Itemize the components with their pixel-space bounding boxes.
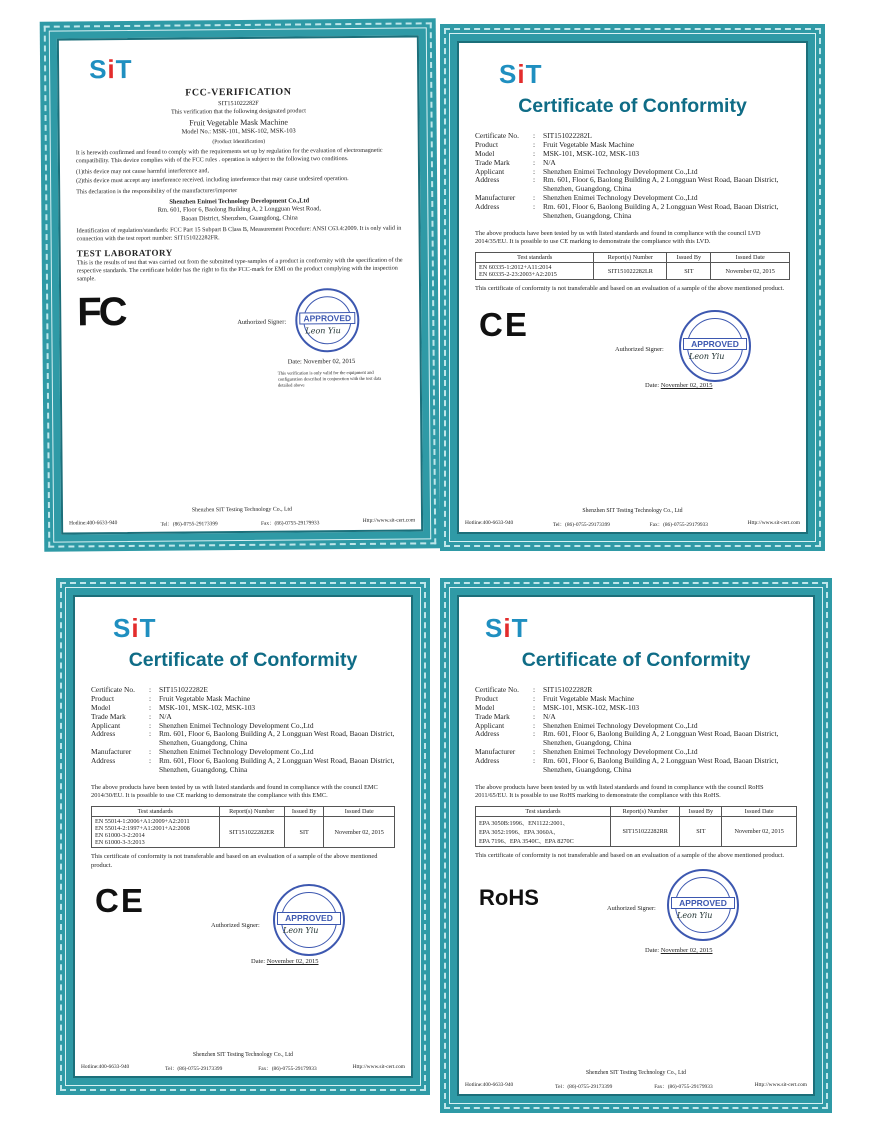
fcc-mark: FC [77, 290, 125, 335]
ce-mark: CE [95, 882, 145, 920]
field-value: Shenzhen Enimei Technology Development Co.,Ltd [543, 193, 698, 203]
report-number: SIT151022282ER [219, 817, 284, 848]
footer-web: Http://www.sit-cert.com [747, 520, 800, 526]
fcc-subtitle: This verification that the following designated product [170, 107, 307, 116]
issued-by: SIT [680, 817, 722, 847]
field-label: Model [475, 148, 495, 158]
standards-cell [92, 817, 220, 848]
field-value: Shenzhen Enimei Technology Development Co.,Ltd [543, 166, 698, 176]
fcc-date: Date: November 02, 2015 [287, 358, 356, 366]
field-product: Product : Fruit Vegetable Mask Machine [91, 695, 395, 704]
approved-stamp [667, 869, 739, 941]
field-label: Manufacturer [475, 193, 516, 203]
certificate-title: Certificate of Conformity [128, 649, 358, 671]
field-label: Manufacturer [91, 747, 132, 757]
sit-logo: SiT [88, 53, 133, 85]
table-header: Test standards [476, 253, 594, 263]
signature-area [91, 870, 395, 970]
field-applicant: Applicant : Shenzhen Enimei Technology Development Co.,Ltd [475, 168, 790, 177]
standard-item: EN 55014-1:2006+A1:2009+A2:2011 [95, 818, 190, 826]
standard-item: EPA 3052:1996、EPA 3060A、 [479, 829, 560, 837]
field-trade-mark: Trade Mark : N/A [91, 713, 395, 722]
sit-logo: SiT [485, 613, 529, 643]
approved-stamp [679, 310, 751, 382]
date-label: Date: [251, 958, 266, 966]
table-header: Report(s) Number [610, 807, 679, 817]
footer-company: Shenzhen SIT Testing Technology Co., Ltd [582, 508, 683, 514]
field-model: Model : MSK-101, MSK-102, MSK-103 [475, 704, 797, 713]
field-value: MSK-101, MSK-102, MSK-103 [543, 148, 640, 158]
table-row [476, 263, 790, 280]
table-header: Report(s) Number [219, 807, 284, 817]
standard-item: EN 61000-3-2:2014 [95, 832, 145, 840]
certificate-footer [75, 1052, 411, 1072]
stamp-approved-text: APPROVED [671, 897, 735, 909]
field-label: Product [475, 139, 498, 149]
field-label: Address [91, 729, 116, 739]
lvd-certificate [440, 24, 825, 551]
table-header: Report(s) Number [594, 253, 667, 263]
field-value: Fruit Vegetable Mask Machine [159, 693, 251, 703]
footer-fax: Fax：(86)-0755-29179933 [649, 522, 708, 528]
sit-logo: SiT [499, 59, 543, 89]
field-label: Trade Mark [475, 711, 510, 721]
field-value: Rm. 601, Floor 6, Baolong Building A, 2 Longguan West Road, Baoan District, Shenzhen, Guangdong, China [543, 756, 779, 774]
field-value: Rm. 601, Floor 6, Baolong Building A, 2 Longguan West Road, Baoan District, Shenzhen, Guangdong, China [159, 756, 395, 774]
field-value: N/A [543, 711, 556, 721]
field-label: Address [475, 202, 500, 211]
issued-by: SIT [667, 263, 711, 280]
standard-item: EN 60335-1:2012+A11:2014 [479, 264, 552, 272]
fcc-condition-2: (2)this device must accept any interference received. including interference that may cause undesired operation. [76, 175, 349, 185]
table-row [92, 817, 395, 848]
field-value: Rm. 601, Floor 6, Baolong Building A, 2 Longguan West Road, Baoan District, Shenzhen, Guangdong, China [543, 175, 779, 194]
field-manufacturer: Manufacturer : Shenzhen Enimei Technology Development Co.,Ltd [475, 194, 790, 203]
footer-tel: Tel：(86)-0755-29173399 [552, 522, 610, 528]
fcc-signer-label: Authorized Signer: [237, 318, 287, 327]
certificate-footer [459, 508, 806, 528]
date-line [251, 958, 319, 965]
footer-web: Http://www.sit-cert.com [362, 517, 416, 524]
standards-table [475, 806, 797, 847]
field-label: Applicant [91, 720, 121, 730]
table-row [476, 817, 797, 847]
approved-stamp [273, 884, 345, 956]
certificate-footer [459, 1070, 813, 1090]
standard-item: EN 55014-2:1997+A1:2001+A2:2008 [95, 825, 190, 833]
field-label: Trade Mark [475, 157, 510, 167]
table-header: Test standards [92, 807, 220, 817]
standard-item: EN 61000-3-3:2013 [95, 839, 145, 847]
fcc-para-compliance: It is herewith confirmed and found to comply with the requirements set up by regulation for the evaluation of electromagnetic compatibility. This device complies with of the FCC rules . operation is subject to the following two conditions. [75, 147, 383, 165]
field-applicant: Applicant : Shenzhen Enimei Technology Development Co.,Ltd [91, 722, 395, 731]
field-model: Model : MSK-101, MSK-102, MSK-103 [91, 704, 395, 713]
field-value: SIT151022282E [159, 685, 208, 694]
field-value: N/A [159, 711, 172, 721]
field-manufacturer-address: Address : Rm. 601, Floor 6, Baolong Building A, 2 Longguan West Road, Baoan District, Shenzhen, Guangdong, China [475, 757, 797, 775]
issued-date: November 02, 2015 [711, 263, 790, 280]
field-label: Address [475, 175, 500, 185]
field-applicant-address: Address : Rm. 601, Floor 6, Baolong Building A, 2 Longguan West Road, Baoan District, Shenzhen, Guangdong, China [475, 176, 790, 194]
field-value: MSK-101, MSK-102, MSK-103 [543, 702, 640, 712]
field-manufacturer-address: Address : Rm. 601, Floor 6, Baolong Building A, 2 Longguan West Road, Baoan District, Shenzhen, Guangdong, China [91, 756, 395, 774]
rohs-certificate [440, 578, 832, 1113]
footer-web: Http://www.sit-cert.com [352, 1064, 405, 1070]
standards-cell [476, 263, 594, 280]
field-value: Rm. 601, Floor 6, Baolong Building A, 2 Longguan West Road, Baoan District, Shenzhen, Guangdong, China [159, 729, 395, 748]
footer-contacts [459, 520, 806, 528]
field-value: Shenzhen Enimei Technology Development Co.,Ltd [543, 747, 698, 757]
fcc-lab-block [77, 256, 403, 284]
field-certificate-no: Certificate No. : SIT151022282E [91, 686, 395, 695]
standards-table [475, 252, 790, 280]
fcc-standards: Identification of regulation/standards: FCC Part 15 Subpart B Class B, Measurement Procedure: ANSI C63.4:2009. It is only valid in connection with the test report number: SIT151022282FR. [76, 225, 402, 243]
footer-company: Shenzhen SIT Testing Technology Co., Ltd [585, 1070, 687, 1076]
stamp-approved-text: APPROVED [683, 338, 747, 350]
fcc-lab-title: TEST LABORATORY [76, 247, 173, 258]
footer-hotline: Hotline:400-6633-940 [69, 520, 118, 527]
footer-hotline: Hotline:400-6633-940 [465, 1082, 514, 1088]
report-number: SIT151022282LR [594, 263, 667, 280]
field-applicant: Applicant : Shenzhen Enimei Technology Development Co.,Ltd [475, 722, 797, 731]
date-label: Date: [645, 946, 660, 954]
field-product: Product : Fruit Vegetable Mask Machine [475, 695, 797, 704]
fcc-company-block [76, 197, 402, 225]
table-header: Issued Date [711, 253, 790, 263]
field-label: Product [475, 693, 498, 703]
field-certificate-no: Certificate No. : SIT151022282L [475, 132, 790, 141]
field-manufacturer: Manufacturer : Shenzhen Enimei Technology Development Co.,Ltd [475, 748, 797, 757]
footer-hotline: Hotline:400-6633-940 [81, 1064, 130, 1070]
table-header: Issued By [284, 807, 324, 817]
ce-mark: CE [479, 305, 529, 343]
table-header-row [476, 253, 790, 263]
date-value: November 02, 2015 [266, 958, 319, 966]
certificate-fields [475, 686, 797, 775]
rohs-certificate-sheet [457, 595, 815, 1096]
fcc-model: Model No.: MSK-101, MSK-102, MSK-103 [181, 127, 296, 136]
field-applicant-address: Address : Rm. 601, Floor 6, Baolong Building A, 2 Longguan West Road, Baoan District, Shenzhen, Guangdong, China [475, 730, 797, 748]
footer-company: Shenzhen SIT Testing Technology Co., Ltd [191, 506, 293, 514]
field-label: Certificate No. [475, 685, 519, 694]
table-header: Issued Date [324, 807, 395, 817]
field-value: SIT151022282L [543, 131, 592, 140]
stamp-signature: Leon Yiu [283, 926, 319, 936]
report-number: SIT151022282RR [610, 817, 679, 847]
stamp-approved-text: APPROVED [277, 912, 341, 924]
field-label: Trade Mark [91, 711, 126, 721]
table-header-row [476, 807, 797, 817]
rohs-mark: RoHS [479, 884, 539, 910]
field-certificate-no: Certificate No. : SIT151022282R [475, 686, 797, 695]
field-value: MSK-101, MSK-102, MSK-103 [159, 702, 256, 712]
lvd-certificate-sheet [457, 41, 808, 534]
field-model: Model : MSK-101, MSK-102, MSK-103 [475, 150, 790, 159]
field-label: Manufacturer [475, 747, 516, 757]
transfer-paragraph: This certificate of conformity is not transferable and based on an evaluation of a sample of the above mentioned product. [475, 852, 785, 860]
footer-fax: Fax：(86)-0755-29179933 [260, 520, 320, 527]
field-value: Rm. 601, Floor 6, Baolong Building A, 2 Longguan West Road, Baoan District, Shenzhen, Guangdong, China [543, 202, 779, 220]
footer-contacts [63, 517, 421, 528]
signature-area [475, 294, 790, 394]
field-applicant-address: Address : Rm. 601, Floor 6, Baolong Building A, 2 Longguan West Road, Baoan District, Shenzhen, Guangdong, China [91, 729, 395, 748]
field-label: Certificate No. [91, 685, 135, 694]
footer-fax: Fax：(86)-0755-29179933 [654, 1084, 713, 1090]
fcc-certificate [40, 18, 441, 551]
field-label: Model [475, 702, 495, 712]
date-value: November 02, 2015 [660, 381, 713, 389]
fcc-certificate-sheet [57, 35, 423, 534]
field-value: SIT151022282R [543, 685, 593, 694]
fcc-validity: This verification is only valid for the equipment and configuration described in conjunction with the test data detailed above [277, 370, 382, 388]
date-line [645, 382, 713, 389]
signer-label: Authorized Signer: [607, 904, 656, 912]
certificate-fields [475, 132, 790, 221]
stamp-approved-text: APPROVED [299, 312, 355, 325]
field-value: Fruit Vegetable Mask Machine [543, 139, 635, 149]
issued-by: SIT [284, 817, 324, 848]
field-manufacturer: Manufacturer : Shenzhen Enimei Technology Development Co.,Ltd [91, 748, 395, 757]
fcc-address-line-1: Rm. 601, Floor 6, Baolong Building A, 2 Longguan West Road, [157, 205, 321, 215]
fcc-header [75, 86, 401, 147]
emc-certificate-sheet [73, 595, 413, 1078]
footer-web: Http://www.sit-cert.com [754, 1082, 807, 1088]
signer-label: Authorized Signer: [211, 922, 260, 930]
stamp-signature: Leon Yiu [305, 326, 341, 336]
fcc-company: Shenzhen Enimei Technology Development Co.,Ltd [169, 197, 310, 206]
sit-logo: SiT [113, 613, 157, 643]
table-header: Issued Date [722, 807, 797, 817]
field-product: Product : Fruit Vegetable Mask Machine [475, 141, 790, 150]
signer-label: Authorized Signer: [615, 345, 664, 353]
standard-item: EPA 3050B:1996、EN1122:2001、 [479, 820, 569, 828]
issued-date: November 02, 2015 [722, 817, 797, 847]
footer-tel: Tel：(86)-0755-29173399 [165, 1066, 223, 1072]
fcc-lab-text: This is the results of test that was carried out from the submitted type-samples of a product in conformity with the specification of the respective standards. The certificate holder has the right to fix the FCC-mark for EMI on the product complying with the inspection sample. [76, 257, 403, 283]
footer-tel: Tel：(86)-0755-29173399 [160, 521, 218, 528]
field-trade-mark: Trade Mark : N/A [475, 713, 797, 722]
fcc-address-line-2: Baoan District, Shenzhen, Guangdong, China [181, 214, 298, 223]
field-label: Applicant [475, 720, 505, 730]
certificate-fields [91, 686, 395, 775]
field-label: Address [91, 756, 116, 765]
table-header: Test standards [476, 807, 611, 817]
date-label: Date: [645, 381, 660, 389]
fcc-standards-block [76, 225, 402, 244]
standard-item: EN 60335-2-23:2003+A2:2015 [479, 271, 557, 279]
field-label: Model [91, 702, 111, 712]
standard-item: EPA 7196、EPA 3540C、EPA 8270C [479, 838, 574, 846]
signature-area [475, 861, 797, 961]
footer-tel: Tel：(86)-0755-29173399 [555, 1084, 613, 1090]
footer-fax: Fax：(86)-0755-29179933 [258, 1066, 317, 1072]
footer-hotline: Hotline:400-6633-940 [465, 520, 514, 526]
fcc-declaration: This declaration is the responsibility of the manufacturer/importer [76, 187, 238, 196]
transfer-paragraph: This certificate of conformity is not transferable and based on an evaluation of a sample of the above mentioned product. [91, 853, 378, 869]
field-value: Rm. 601, Floor 6, Baolong Building A, 2 Longguan West Road, Baoan District, Shenzhen, Guangdong, China [543, 729, 779, 748]
footer-contacts [75, 1064, 411, 1072]
field-value: Fruit Vegetable Mask Machine [543, 693, 635, 703]
date-value: November 02, 2015 [660, 946, 713, 954]
approved-stamp [295, 288, 360, 353]
issued-date: November 02, 2015 [324, 817, 395, 848]
compliance-paragraph: The above products have been tested by us with listed standards and found in compliance with the council EMC 2014/30/EU. It is possible to use CE marking to demonstrate the compliance with this EMC. [91, 783, 378, 800]
fcc-identification: (Product Identification) [212, 138, 266, 146]
date-line [645, 947, 713, 954]
compliance-paragraph: The above products have been tested by us with listed standards and found in compliance with the council RoHS 2011/65/EU. It is possible to use RoHS marking to demonstrate the compliance with this RoHS. [475, 783, 764, 800]
table-header: Issued By [680, 807, 722, 817]
certificate-title: Certificate of Conformity [521, 649, 751, 671]
emc-certificate [56, 578, 430, 1095]
fcc-product: Fruit Vegetable Mask Machine [189, 117, 288, 128]
standards-table [91, 806, 395, 848]
field-trade-mark: Trade Mark : N/A [475, 159, 790, 168]
fcc-footer [63, 505, 421, 528]
fcc-signature-area [77, 284, 404, 397]
field-label: Certificate No. [475, 131, 519, 140]
footer-contacts [459, 1082, 813, 1090]
stamp-signature: Leon Yiu [677, 910, 713, 920]
compliance-paragraph: The above products have been tested by us with listed standards and found in compliance with the council LVD 2014/35/EU. It is possible to use CE marking to demonstrate the compliance with this LVD. [475, 229, 761, 246]
field-label: Applicant [475, 166, 505, 176]
field-value: Shenzhen Enimei Technology Development Co.,Ltd [159, 747, 314, 757]
transfer-paragraph: This certificate of conformity is not transferable and based on an evaluation of a sample of the above mentioned product. [475, 285, 785, 293]
field-manufacturer-address: Address : Rm. 601, Floor 6, Baolong Building A, 2 Longguan West Road, Baoan District, Shenzhen, Guangdong, China [475, 203, 790, 221]
fcc-number: SIT151022282F [218, 99, 259, 108]
field-value: Shenzhen Enimei Technology Development Co.,Ltd [159, 720, 314, 730]
fcc-title: FCC-VERIFICATION [185, 86, 292, 99]
field-value: Shenzhen Enimei Technology Development Co.,Ltd [543, 720, 698, 730]
table-header-row [92, 807, 395, 817]
certificate-title: Certificate of Conformity [518, 95, 747, 117]
field-label: Product [91, 693, 114, 703]
standards-cell [476, 817, 611, 847]
field-label: Address [475, 729, 500, 739]
field-label: Address [475, 756, 500, 765]
table-header: Issued By [667, 253, 711, 263]
fcc-body [76, 147, 402, 197]
field-value: N/A [543, 157, 556, 167]
fcc-condition-1: (1)this device may not cause harmful interference and, [75, 168, 210, 176]
stamp-signature: Leon Yiu [689, 351, 725, 361]
footer-company: Shenzhen SIT Testing Technology Co., Ltd [192, 1052, 294, 1058]
